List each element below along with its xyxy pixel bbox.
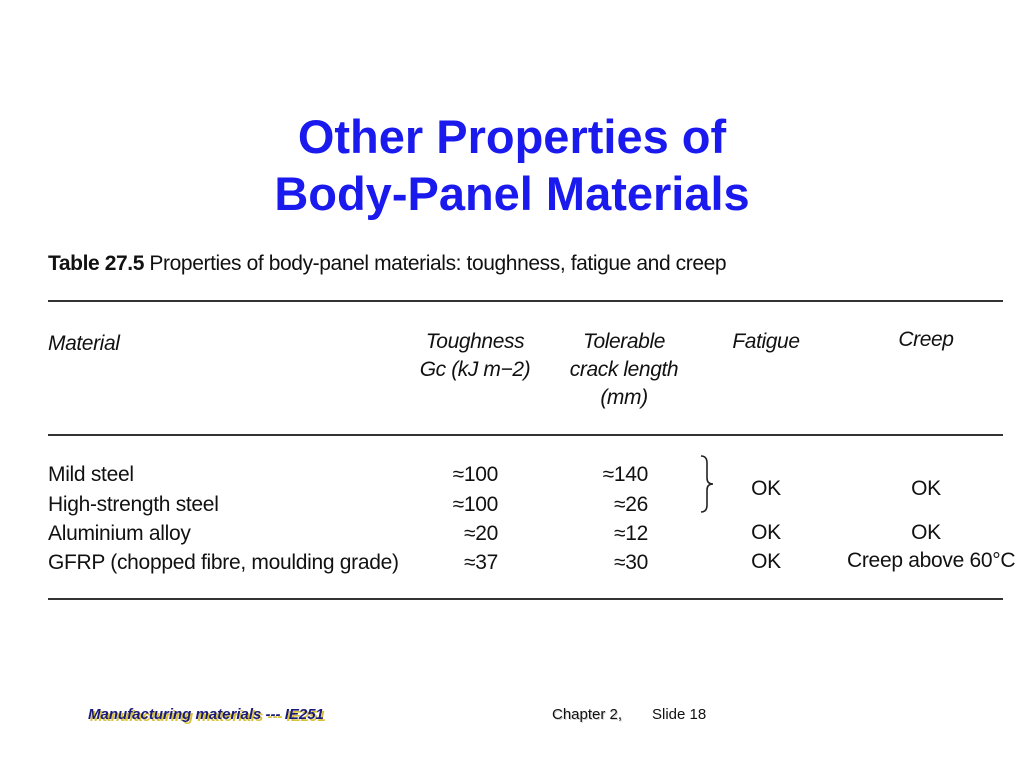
header-material: Material: [48, 332, 120, 355]
table-top-rule: [48, 300, 1003, 302]
cell-creep: Creep above 60°C: [847, 549, 1016, 572]
table-caption-text: Properties of body-panel materials: toughness, fatigue and creep: [144, 252, 727, 275]
header-tolerable-line-2: crack length: [569, 358, 679, 381]
cell-creep: OK: [911, 521, 941, 544]
cell-crack-length: ≈140: [602, 463, 648, 486]
header-toughness-line-2: Gc (kJ m−2): [419, 358, 531, 381]
header-tolerable-crack-length: [558, 328, 690, 412]
slide-title-line-1: Other Properties of: [297, 110, 727, 163]
footer-chapter: Chapter 2,: [552, 706, 623, 723]
header-tolerable-line-3: (mm): [600, 386, 648, 409]
table-header-rule: [48, 434, 1003, 436]
right-brace-icon: [698, 455, 718, 513]
slide-title: [0, 108, 1024, 222]
table-caption-label: Table 27.5: [48, 252, 144, 275]
header-toughness: [415, 328, 535, 384]
header-tolerable-line-1: Tolerable: [582, 330, 666, 353]
slide-title-line-2: Body-Panel Materials: [274, 167, 750, 220]
cell-fatigue: OK: [751, 550, 781, 573]
cell-fatigue-steels: OK: [751, 477, 781, 500]
table-caption: [48, 252, 726, 276]
cell-toughness: ≈100: [452, 493, 498, 516]
cell-crack-length: ≈30: [614, 551, 648, 574]
cell-material: Mild steel: [48, 463, 134, 486]
cell-material: High-strength steel: [48, 493, 219, 516]
header-creep: Creep: [898, 328, 954, 351]
cell-material: GFRP (chopped fibre, moulding grade): [48, 551, 399, 574]
cell-crack-length: ≈12: [614, 522, 648, 545]
cell-toughness: ≈100: [452, 463, 498, 486]
cell-material: Aluminium alloy: [48, 522, 191, 545]
cell-creep-steels: OK: [911, 477, 941, 500]
table-bottom-rule: [48, 598, 1003, 600]
cell-fatigue: OK: [751, 521, 781, 544]
cell-toughness: ≈37: [464, 551, 498, 574]
header-fatigue: Fatigue: [732, 330, 800, 353]
cell-crack-length: ≈26: [614, 493, 648, 516]
cell-toughness: ≈20: [464, 522, 498, 545]
header-toughness-line-1: Toughness: [425, 330, 525, 353]
footer-course: Manufacturing materials --- IE251: [88, 706, 324, 723]
footer-slide-number: Slide 18: [652, 706, 707, 723]
